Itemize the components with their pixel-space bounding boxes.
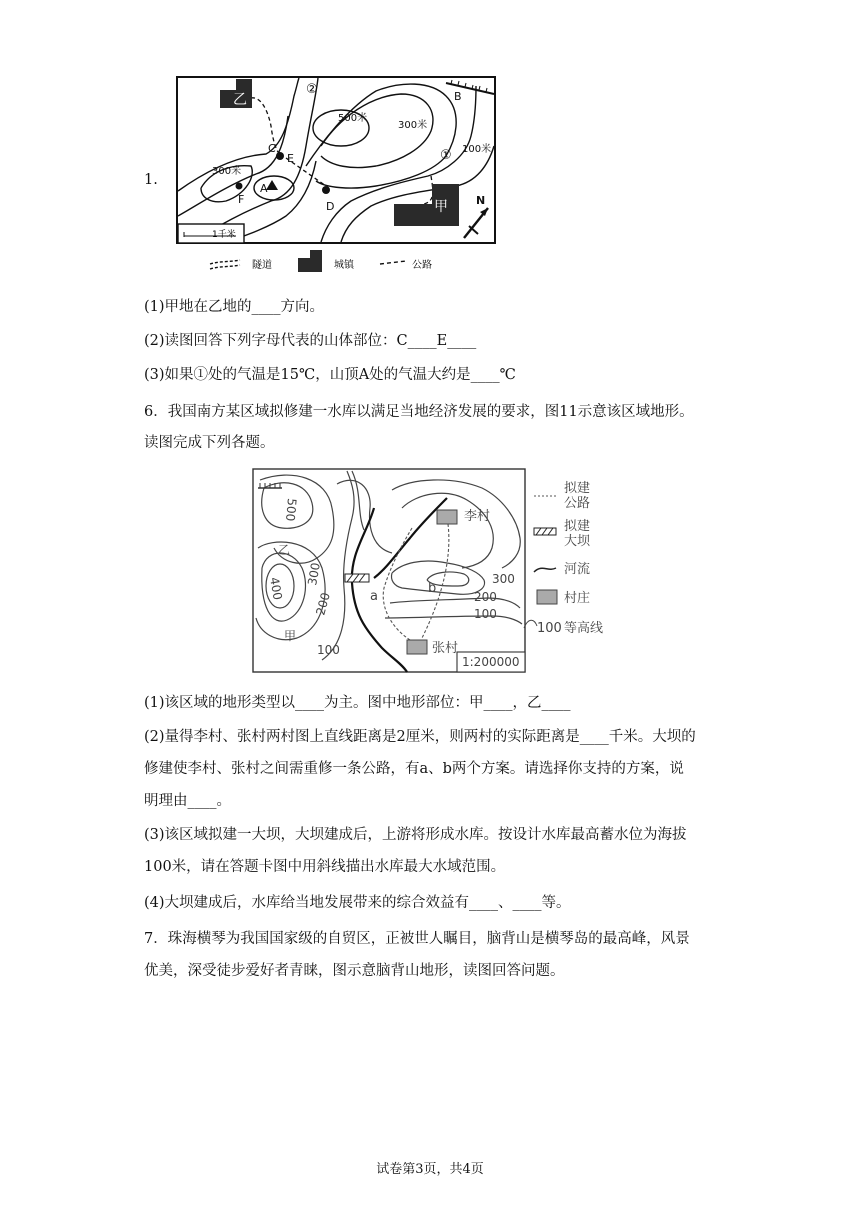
q7-line1: 7．珠海横琴为我国国家级的自贸区，正被世人瞩目，脑背山是横琴岛的最高峰，风景: [144, 931, 690, 947]
svg-text:300米: 300米: [398, 120, 428, 131]
svg-text:300: 300: [305, 561, 323, 587]
svg-text:1:200000: 1:200000: [462, 655, 520, 669]
svg-text:乙: 乙: [278, 543, 291, 557]
svg-text:F: F: [238, 193, 245, 206]
svg-text:N: N: [476, 194, 486, 207]
svg-text:200: 200: [474, 590, 497, 604]
q6-sub2-line1: (2)量得李村、张村两村图上直线距离是2厘米，则两村的实际距离是____千米。大坝的: [144, 729, 696, 745]
svg-text:500米: 500米: [338, 113, 368, 124]
q6-sub4: (4)大坝建成后，水库给当地发展带来的综合效益有____、____等。: [144, 895, 571, 911]
contour-map-2: [252, 468, 622, 674]
svg-text:200: 200: [313, 591, 333, 617]
svg-text:D: D: [326, 200, 335, 213]
svg-text:拟建公路: 拟建公路: [564, 481, 591, 511]
svg-text:E: E: [287, 152, 294, 165]
svg-text:500: 500: [283, 497, 299, 522]
svg-text:等高线: 等高线: [564, 621, 604, 636]
svg-text:100米: 100米: [462, 144, 492, 155]
svg-text:B: B: [454, 90, 462, 103]
svg-text:村庄: 村庄: [564, 591, 591, 606]
svg-text:100: 100: [474, 607, 497, 621]
q6-sub3-line2: 100米，请在答题卡图中用斜线描出水库最大水域范围。: [144, 859, 506, 875]
q6-sub2-line2: 修建使李村、张村之间需重修一条公路，有a、b两个方案。请选择你支持的方案，说: [144, 761, 684, 777]
svg-text:300米: 300米: [212, 166, 242, 177]
q5-sub3: (3)如果①处的气温是15℃，山顶A处的气温大约是____℃: [144, 367, 516, 383]
svg-text:河流: 河流: [564, 562, 591, 577]
question-number: 1.: [144, 172, 158, 188]
svg-text:乙: 乙: [233, 92, 247, 108]
contour-map-1: [176, 76, 496, 276]
svg-text:100: 100: [537, 621, 562, 636]
q5-sub2: (2)读图回答下列字母代表的山体部位：C____E____: [144, 333, 477, 349]
svg-text:C: C: [268, 142, 276, 155]
svg-text:300: 300: [492, 572, 515, 586]
svg-text:1千米: 1千米: [212, 230, 236, 240]
svg-text:城镇: 城镇: [334, 260, 354, 271]
svg-text:a: a: [370, 589, 378, 604]
svg-text:100: 100: [317, 643, 340, 657]
svg-text:甲: 甲: [284, 629, 297, 643]
page-footer: 试卷第3页，共4页: [376, 1162, 484, 1177]
svg-text:公路: 公路: [412, 260, 432, 271]
svg-text:①: ①: [440, 148, 452, 163]
svg-text:隧道: 隧道: [252, 260, 272, 271]
svg-text:甲: 甲: [434, 199, 448, 215]
svg-text:②: ②: [306, 82, 318, 97]
svg-text:400: 400: [267, 576, 285, 602]
svg-text:b: b: [428, 581, 437, 596]
svg-text:李村: 李村: [464, 509, 491, 524]
svg-text:拟建大坝: 拟建大坝: [564, 519, 591, 549]
q6-sub2-line3: 明理由____。: [144, 793, 231, 809]
q6-sub3-line1: (3)该区域拟建一大坝，大坝建成后，上游将形成水库。按设计水库最高蓄水位为海拔: [144, 827, 687, 843]
q6-intro-line2: 读图完成下列各题。: [144, 435, 275, 451]
q6-intro-line1: 6．我国南方某区域拟修建一水库以满足当地经济发展的要求，图11示意该区域地形。: [144, 404, 694, 420]
svg-text:张村: 张村: [432, 641, 459, 656]
q6-sub1: (1)该区域的地形类型以____为主。图中地形部位：甲____，乙____: [144, 695, 571, 711]
q5-sub1: (1)甲地在乙地的____方向。: [144, 299, 325, 315]
svg-text:A: A: [260, 182, 268, 195]
q7-line2: 优美，深受徒步爱好者青睐，图示意脑背山地形，读图回答问题。: [144, 963, 565, 979]
